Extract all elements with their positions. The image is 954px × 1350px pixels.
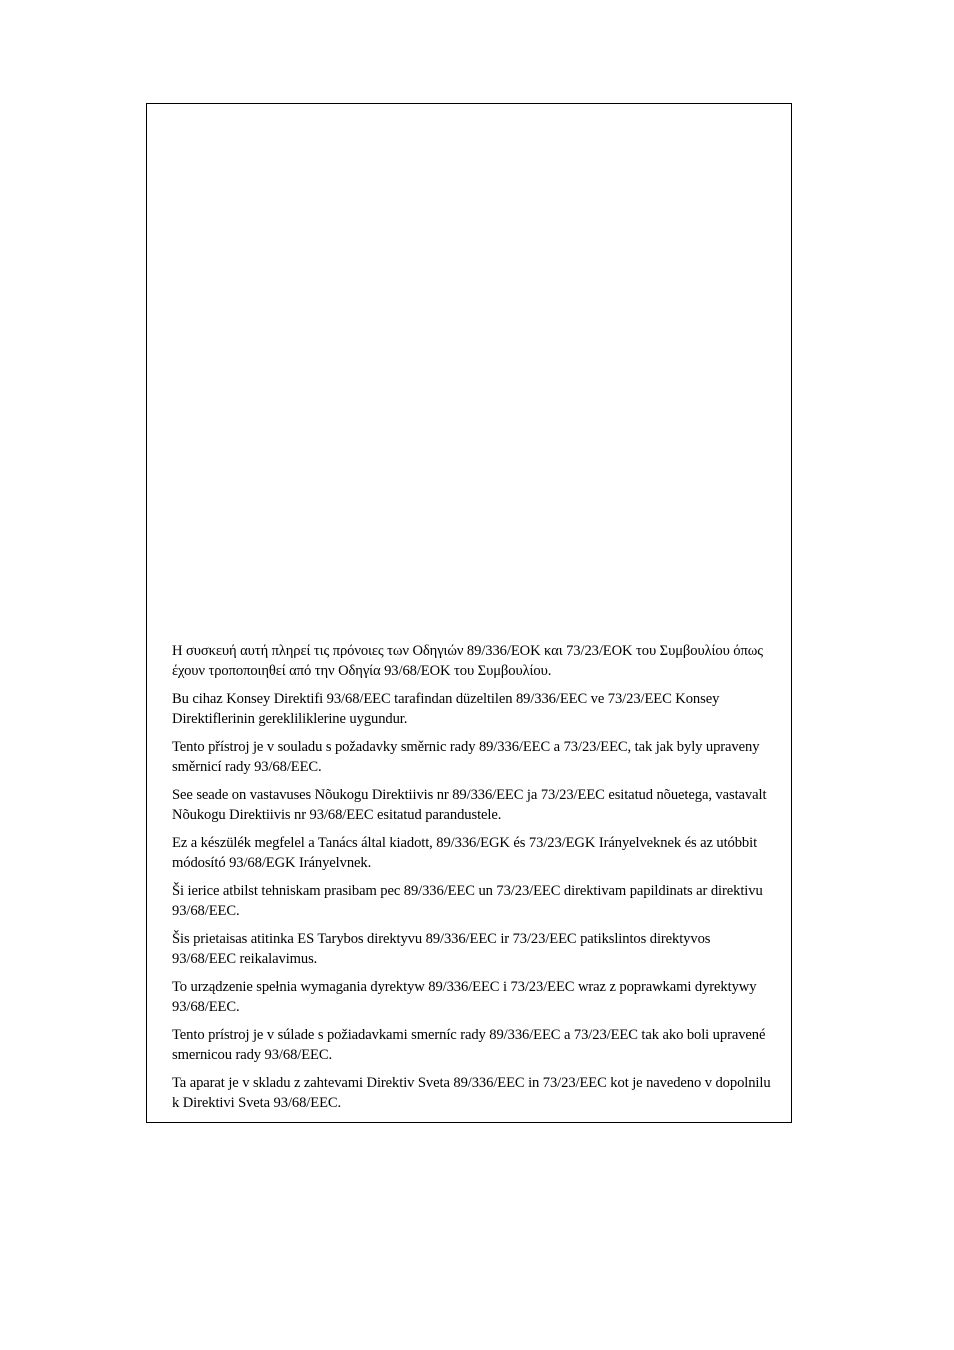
statement-slovenian: Ta aparat je v skladu z zahtevami Direktiv Sveta 89/336/EEC in 73/23/EEC kot je navedeno v dopolnilu k Direktivi Sveta 93/68/EEC. <box>172 1075 771 1111</box>
statement-czech: Tento přístroj je v souladu s požadavky směrnic rady 89/336/EEC a 73/23/EEC, tak jak byly upraveny směrnicí rady 93/68/EEC. <box>172 739 760 775</box>
compliance-statements <box>172 641 777 1121</box>
statement-lithuanian: Šis prietaisas atitinka ES Tarybos direktyvu 89/336/EEC ir 73/23/EEC patikslintos direktyvos 93/68/EEC reikalavimus. <box>172 931 711 967</box>
statement-polish: To urządzenie spełnia wymagania dyrektyw 89/336/EEC i 73/23/EEC wraz z poprawkami dyrektywy 93/68/EEC. <box>172 979 757 1015</box>
statement-slovak: Tento prístroj je v súlade s požiadavkami smerníc rady 89/336/EEC a 73/23/EEC tak ako boli upravené smernicou rady 93/68/EEC. <box>172 1027 766 1063</box>
statement-turkish: Bu cihaz Konsey Direktifi 93/68/EEC tarafindan düzeltilen 89/336/EEC ve 73/23/EEC Konsey Direktiflerinin gerekliliklerine uygundur. <box>172 691 720 727</box>
statement-greek: Η συσκευή αυτή πληρεί τις πρόνοιες των Οδηγιών 89/336/ΕΟΚ και 73/23/ΕΟΚ του Συμβουλίου όπως έχουν τροποποιηθεί από την Οδηγία 93/68/ΕΟΚ του Συμβουλίου. <box>172 643 763 679</box>
statement-latvian: Ši ierice atbilst tehniskam prasibam pec 89/336/EEC un 73/23/EEC direktivam papildinats ar direktivu 93/68/EEC. <box>172 883 763 919</box>
statement-hungarian: Ez a készülék megfelel a Tanács által kiadott, 89/336/EGK és 73/23/EGK Irányelveknek és az utóbbit módosító 93/68/EGK Irányelvnek. <box>172 835 758 871</box>
statement-estonian: See seade on vastavuses Nõukogu Direktiivis nr 89/336/EEC ja 73/23/EEC esitatud nõuetega, vastavalt Nõukogu Direktiivis nr 93/68/EEC esitatud parandustele. <box>172 787 767 823</box>
